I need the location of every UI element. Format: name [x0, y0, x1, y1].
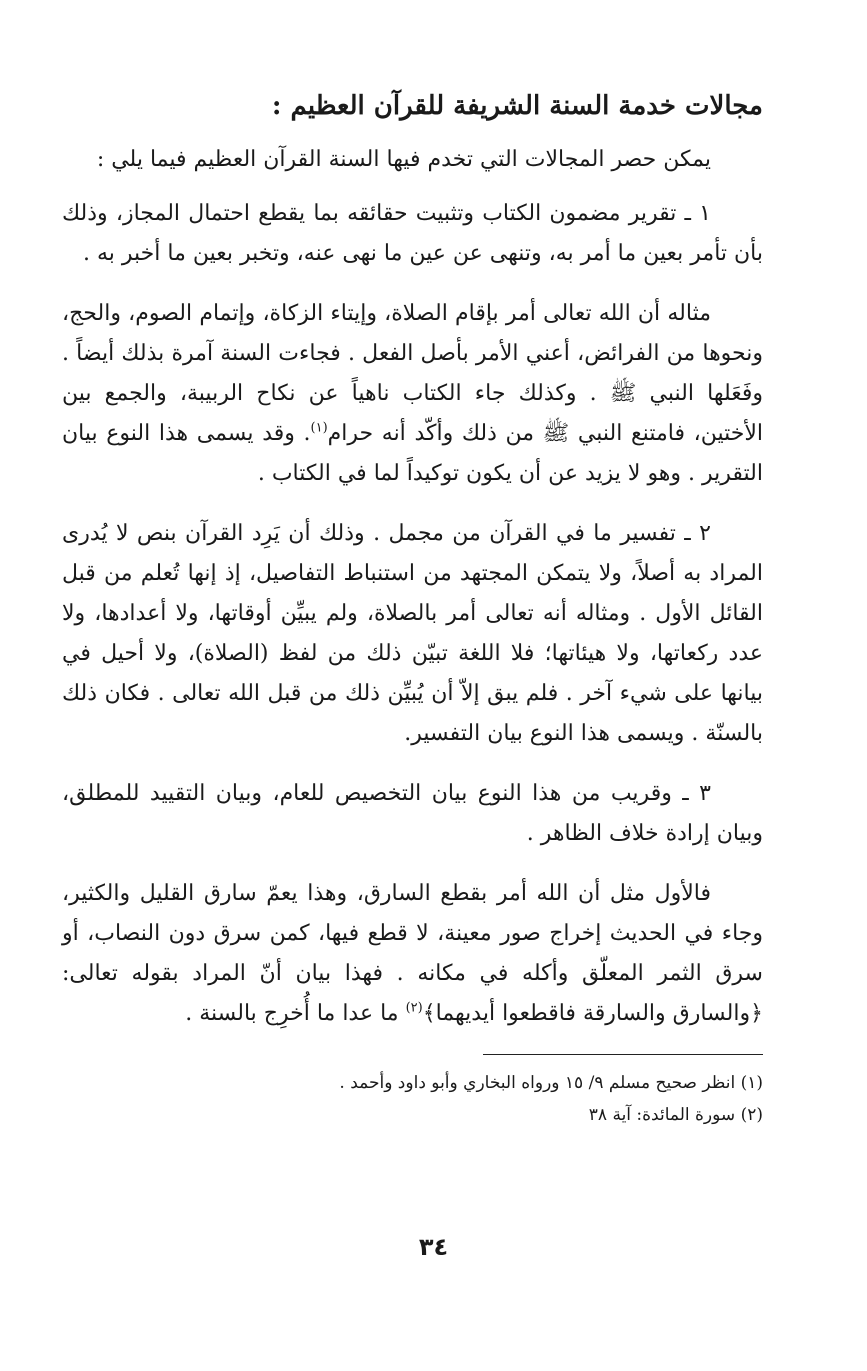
paragraph-5-text-b: ما عدا ما أُخرِج بالسنة . [185, 1001, 406, 1026]
section-heading: مجالات خدمة السنة الشريفة للقرآن العظيم : [271, 91, 763, 121]
footnote-ref-1: (١) [310, 420, 328, 436]
footnote-ref-2: (٢) [405, 1000, 423, 1016]
page-body [62, 88, 763, 1371]
paragraph-2-text-b: . وقد يسمى هذا النوع بيان التقرير . وهو لا يزيد عن أن يكون توكيداً لما في الكتاب . [62, 421, 763, 486]
footnote-1: (١) انظر صحيح مسلم ٩/ ١٥ ورواه البخاري وأبو داود وأحمد . [339, 1073, 763, 1093]
footnote-2: (٢) سورة المائدة: آية ٣٨ [588, 1105, 763, 1125]
intro-paragraph: يمكن حصر المجالات التي تخدم فيها السنة القرآن العظيم فيما يلي : [96, 147, 711, 172]
paragraph-5-text-a: فالأول مثل أن الله أمر بقطع السارق، وهذا يعمّ سارق القليل والكثير، وجاء في الحديث إخراج صور معينة، لا قطع فيها، كمن سرق دون النصاب، أو سرق الثمر المعلّق وأكله في مكانه . فهذا بيان أنّ المراد بقوله تعالى: ﴿والسارق والسارقة فاقطعوا أيديهما﴾ [62, 881, 763, 1026]
page-number: ٣٤ [418, 1233, 449, 1261]
footnote-divider [483, 1054, 763, 1055]
paragraph-1: ١ ـ تقرير مضمون الكتاب وتثبيت حقائقه بما يقطع احتمال المجاز، وذلك بأن تأمر بعين ما أمر به، وتنهى عن عين ما نهى عنه، وتخبر بعين ما أخبر به . [62, 201, 763, 266]
paragraph-4: ٣ ـ وقريب من هذا النوع بيان التخصيص للعام، وبيان التقييد للمطلق، وبيان إرادة خلاف الظاهر . [62, 781, 763, 846]
paragraph-2-text-a: مثاله أن الله تعالى أمر بإقام الصلاة، وإيتاء الزكاة، وإتمام الصوم، والحج، ونحوها من الفرائض، أعني الأمر بأصل الفعل . فجاءت السنة آمرة بذلك أيضاً . وفَعَلها النبي ﷺ . وكذلك جاء الكتاب ناهياً عن نكاح الربيبة، والجمع بين الأختين، فامتنع النبي ﷺ من ذلك وأكّد أنه حرام [62, 301, 763, 446]
paragraph-5 [62, 874, 763, 1034]
paragraph-3: ٢ ـ تفسير ما في القرآن من مجمل . وذلك أن يَرِد القرآن بنص لا يُدرى المراد به أصلاً، ولا يتمكن المجتهد من استنباط التفاصيل، إذ إنها تُعلم من قبل القائل الأول . ومثاله أنه تعالى أمر بالصلاة، ولم يبيِّن أوقاتها، ولا أعدادها، ولا عدد ركعاتها، ولا هيئاتها؛ فلا اللغة تبيّن ذلك من لفظ (الصلاة)، ولا أحيل في بيانها على شيء آخر . فلم يبق إلاّ أن يُبيِّن ذلك من قبل الله تعالى . فكان ذلك بالسنّة . ويسمى هذا النوع بيان التفسير. [62, 521, 763, 746]
paragraph-2 [62, 294, 763, 494]
